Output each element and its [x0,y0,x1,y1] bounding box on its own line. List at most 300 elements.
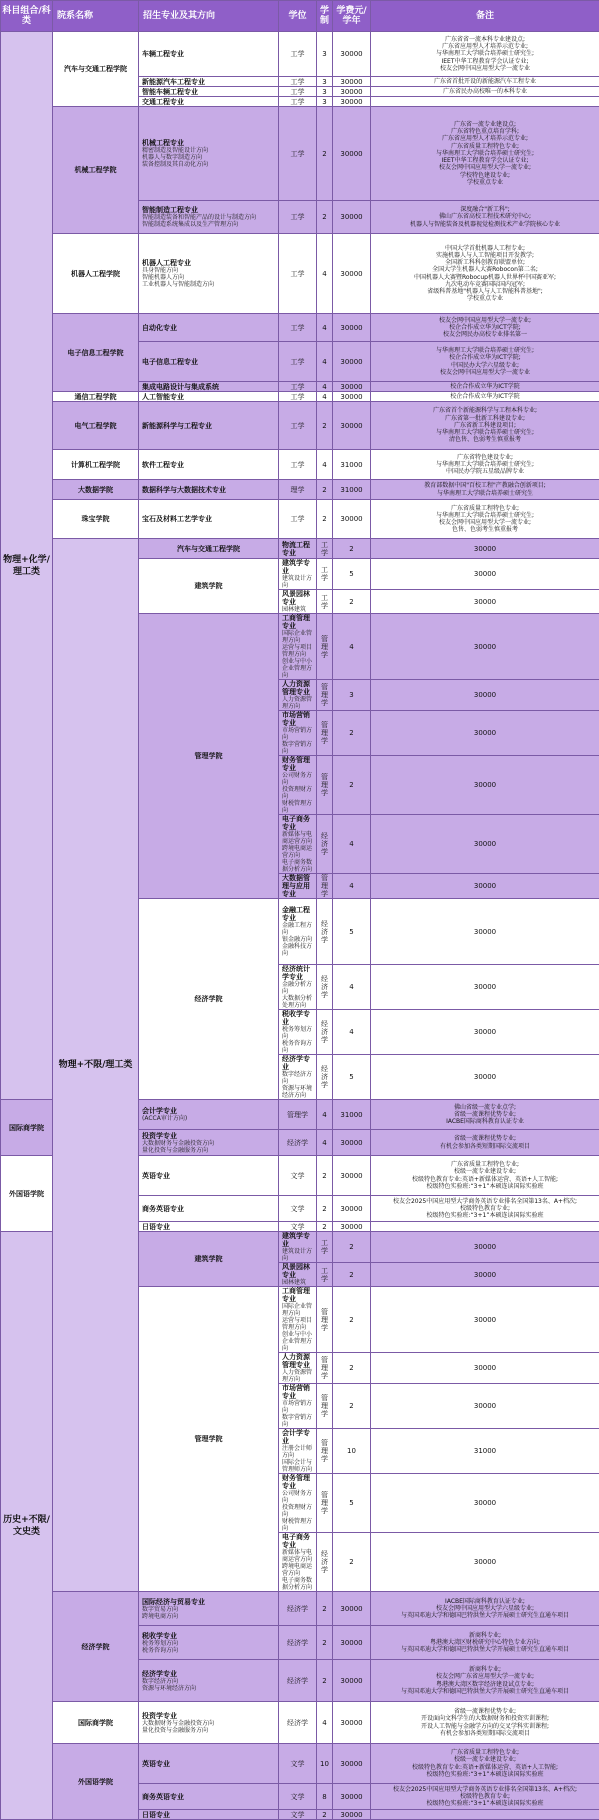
major-cell [279,1010,317,1055]
fee-cell: 30000 [333,1660,371,1702]
major-name: 交通工程专业 [142,98,277,106]
major-cell [279,1384,317,1429]
fee-cell: 30000 [371,590,599,614]
fee-cell: 30000 [333,1702,371,1744]
major-cell [279,756,317,815]
note-line: 广东省一流专业建设点; [372,121,598,128]
fee-cell: 31000 [333,1100,371,1130]
note-line: 校级特色实验班:“3+1”本硕连读国际实验班 [372,1800,598,1807]
years-cell: 4 [317,1702,333,1744]
note-cell [371,1660,599,1702]
major-cell [279,680,317,711]
degree-cell: 经济学 [279,1626,317,1660]
note-cell [371,402,599,450]
table-row [1,392,599,402]
years-cell: 2 [333,1287,371,1353]
years-cell: 4 [317,314,333,342]
major-direction: 机器人与数字制造方向 [142,154,277,161]
note-cell [371,314,599,342]
years-cell: 5 [333,899,371,965]
fee-cell: 30000 [333,342,371,382]
note-line: 校友会网中国应用型大学一流专业; [372,164,598,171]
college-cell: 机器人工程学院 [53,234,139,314]
degree-cell: 工学 [317,1232,333,1263]
note-cell [371,201,599,234]
major-cell [139,97,279,107]
degree-cell: 经济学 [317,1533,333,1592]
degree-cell: 文学 [279,1196,317,1222]
degree-cell: 经济学 [279,1130,317,1156]
fee-cell: 30000 [333,1222,371,1232]
major-cell [279,965,317,1010]
college-cell: 机械工程学院 [53,107,139,234]
years-cell: 4 [317,382,333,392]
college-cell: 国际商学院 [53,1702,139,1744]
major-direction: 工业机器人与智能制造方向 [142,281,277,288]
major-cell [279,711,317,756]
major-name: 自动化专业 [142,324,277,332]
major-cell [279,1429,317,1474]
major-cell [279,590,317,614]
note-line: 有机会参加各类短期国际交流项目 [372,1143,598,1150]
major-name: 风景园林专业 [282,590,315,606]
major-direction: 国际会计与管理师方向 [282,1459,315,1473]
major-direction: 运营与项目管理方向 [282,1317,315,1331]
major-direction: 数字营销方向 [282,741,315,755]
degree-cell: 工学 [317,539,333,559]
fee-cell: 30000 [371,1533,599,1592]
note-line: 学校特色建设专业; [372,172,598,179]
major-direction: 跨境电商运营方向 [282,1563,315,1577]
major-direction: 电子商务数据分析方向 [282,859,315,873]
major-direction: 数字经济方向 [282,1071,315,1085]
fee-cell: 30000 [371,1287,599,1353]
major-name: 财务管理专业 [282,1474,315,1490]
college-cell: 大数据学院 [53,480,139,500]
major-direction: 银金融方向 [282,936,315,943]
major-direction: 新媒体与电商运营方向 [282,831,315,845]
major-name: 商务英语专业 [142,1793,277,1801]
major-name: 经济统计学专业 [282,965,315,981]
major-direction: 创业与中小企业管理方向 [282,1331,315,1352]
major-direction: 税务筹划方向 [142,1640,277,1647]
major-direction: 税务咨询方向 [282,1040,315,1054]
years-cell: 4 [317,1130,333,1156]
note-line: 校企合作成立华为ICT学院; [372,324,598,331]
degree-cell: 管理学 [317,614,333,680]
major-name: 日语专业 [142,1811,277,1819]
fee-cell: 30000 [371,539,599,559]
note-cell [371,480,599,500]
note-cell [371,234,599,314]
note-cell [371,450,599,480]
note-line: 校级特色教育专业; [372,1793,598,1800]
major-name: 新能源汽车工程专业 [142,78,277,86]
years-cell: 3 [317,87,333,97]
major-name: 电子商务专业 [282,815,315,831]
note-line: 与英国邓迪大学和德国巴特洪堡大学开展硕士研究生直通车项目 [372,1646,598,1653]
note-line: 教育部数据中国"百校工程"产教融合创新项目; [372,482,598,489]
note-line: IACBE国际商科教育认证专业; [372,1598,598,1605]
note-line: 校友会网广东省应用型大学一流专业; [372,1673,598,1680]
major-cell [139,1702,279,1744]
major-cell [279,899,317,965]
years-cell: 5 [333,1474,371,1533]
college-cell: 外国语学院 [1,1156,53,1232]
note-line: 省级一流课程优势专业; [372,1111,598,1118]
major-direction: 数字营销方向 [282,1414,315,1428]
major-direction: 大数据财务与金融投资方向 [142,1720,277,1727]
fee-cell: 30000 [371,559,599,590]
years-cell: 4 [333,614,371,680]
major-direction: 智能制造装备和智能产品的设计与制造方向 [142,214,277,221]
years-cell: 10 [333,1429,371,1474]
major-cell [139,1100,279,1130]
note-line: 校友会网民办高校专业排名第一 [372,331,598,338]
note-line: 校友会网中国应用型大学一流专业 [372,65,598,72]
major-name: 大数据管理与应用专业 [282,874,315,898]
major-name: 人工智能专业 [142,393,277,401]
note-line: 校友会网中国应用型大学一流专业; [372,317,598,324]
table-row [1,234,599,314]
years-cell: 2 [317,1810,333,1820]
degree-cell: 工学 [317,1263,333,1287]
fee-cell: 30000 [333,392,371,402]
note-cell [371,77,599,87]
years-cell: 4 [317,392,333,402]
major-direction: 新媒体与电商运营方向 [282,1549,315,1563]
fee-cell: 30000 [371,680,599,711]
note-line: 新商科专业; [372,1632,598,1639]
major-direction: 资源与环境经济方向 [142,1685,277,1692]
fee-cell: 30000 [333,1592,371,1626]
major-name: 经济学专业 [142,1670,277,1678]
major-cell [139,314,279,342]
major-direction: 人力资源管理方向 [282,1369,315,1383]
years-cell: 2 [317,1156,333,1196]
table-row [1,1592,599,1626]
degree-cell: 管理学 [317,756,333,815]
fee-cell: 30000 [371,899,599,965]
degree-cell: 文学 [279,1222,317,1232]
major-cell [279,614,317,680]
note-line: 广东省民办高校唯一的本科专业 [372,88,598,95]
years-cell: 3 [317,32,333,77]
major-direction: 公司财务方向 [282,772,315,786]
degree-cell: 工学 [279,392,317,402]
years-cell: 2 [333,1232,371,1263]
subject-cell: 物理+不限/理工类 [53,539,139,1592]
major-name: 风景园林专业 [282,1263,315,1279]
major-cell [139,1196,279,1222]
years-cell: 2 [317,1660,333,1702]
degree-cell: 管理学 [317,711,333,756]
fee-cell: 30000 [371,711,599,756]
note-line: 广东省特色重点培育学科; [372,128,598,135]
fee-cell: 30000 [371,1263,599,1287]
note-line: 校级特色实验班:“3+1”本硕连读国际实验班 [372,1212,598,1219]
header-subject: 科目组合/科类 [1,1,53,32]
fee-cell: 30000 [371,1055,599,1100]
major-direction: 税务咨询方向 [142,1647,277,1654]
college-cell: 外国语学院 [53,1744,139,1820]
note-line: 校级特色教育专业; [372,1205,598,1212]
major-direction: 大数据财务与金融投资方向 [142,1140,277,1147]
major-name: 工商管理专业 [282,614,315,630]
major-name: 电子商务专业 [282,1533,315,1549]
major-name: 工商管理专业 [282,1287,315,1303]
years-cell: 2 [333,1353,371,1384]
note-line: 与华南理工大学联合培养硕士研究生 [372,490,598,497]
years-cell: 4 [317,450,333,480]
note-line: 中国大学首批机器人工程专业; [372,245,598,252]
college-cell: 管理学院 [139,1287,279,1592]
major-direction: 国际企业管理方向 [282,1303,315,1317]
note-line: 有机会参加各类短期国际交流项目 [372,1730,598,1737]
years-cell: 2 [333,590,371,614]
note-cell [371,87,599,97]
note-line: 与华南理工大学联合培养硕士研究生; [372,512,598,519]
major-name: 电子信息工程专业 [142,358,277,366]
degree-cell: 管理学 [317,1384,333,1429]
fee-cell: 31000 [333,450,371,480]
major-name: 智能车辆工程专业 [142,88,277,96]
note-line: 中国机器人大赛暨Robocup机器人世界杯中国赛亚军; [372,274,598,281]
fee-cell: 30000 [333,87,371,97]
note-line: 校级一流专业建设专业; [372,1168,598,1175]
note-line: 佛山省级一流专业点学; [372,1104,598,1111]
header-years: 学制 [317,1,333,32]
major-cell [139,87,279,97]
major-direction: 具身智能方向 [142,267,277,274]
major-name: 会计学专业 [142,1107,277,1115]
fee-cell: 30000 [333,1196,371,1222]
degree-cell: 管理学 [317,1429,333,1474]
degree-cell: 工学 [279,97,317,107]
major-cell [139,402,279,450]
major-name: 智能制造工程专业 [142,206,277,214]
college-cell: 经济学院 [53,1592,139,1702]
major-name: 市场营销专业 [282,1384,315,1400]
major-direction: 税务筹划方向 [282,1026,315,1040]
degree-cell: 经济学 [279,1592,317,1626]
degree-cell: 管理学 [317,874,333,899]
major-cell [139,1592,279,1626]
fee-cell: 30000 [371,1353,599,1384]
years-cell: 2 [333,539,371,559]
years-cell: 2 [317,1592,333,1626]
fee-cell: 30000 [333,402,371,450]
degree-cell: 经济学 [317,899,333,965]
major-direction: 精密制造及智能设计方向 [142,147,277,154]
major-name: 机械工程专业 [142,139,277,147]
note-line: 中国民办学院五星级品牌专业 [372,468,598,475]
note-line: 校企合作成立华为ICT学院 [372,383,598,390]
college-cell: 电气工程学院 [53,402,139,450]
degree-cell: 工学 [279,500,317,539]
fee-cell: 30000 [371,1384,599,1429]
years-cell: 2 [317,201,333,234]
major-direction: 财税管理方向 [282,1518,315,1532]
years-cell: 2 [317,1626,333,1660]
major-name: 新能源科学与工程专业 [142,422,277,430]
years-cell: 3 [317,97,333,107]
major-name: 软件工程专业 [142,461,277,469]
major-cell [139,1744,279,1784]
note-cell [371,382,599,392]
note-line: 粤港澳大湾区数字经济建设试点专业; [372,1681,598,1688]
degree-cell: 经济学 [317,1010,333,1055]
degree-cell: 管理学 [317,680,333,711]
degree-cell: 工学 [279,450,317,480]
major-cell [139,32,279,77]
degree-cell: 管理学 [279,1100,317,1130]
college-cell: 电子信息工程学院 [53,314,139,392]
note-cell [371,500,599,539]
years-cell: 2 [317,480,333,500]
note-line: IEET中华工程教育学会认证专业; [372,58,598,65]
header-major: 招生专业及其方向 [139,1,279,32]
note-cell [371,32,599,77]
note-cell [371,1592,599,1626]
note-cell [371,1222,599,1232]
note-line: 与华南理工大学联合培养硕士研究生; [372,429,598,436]
major-name: 商务英语专业 [142,1205,277,1213]
major-direction: 资源与环境经济方向 [282,1085,315,1099]
fee-cell: 30000 [333,382,371,392]
major-direction: 市场营销方向 [282,727,315,741]
major-name: 人力资源管理专业 [282,680,315,696]
note-cell [371,1156,599,1196]
major-cell [279,874,317,899]
note-cell [371,97,599,107]
table-row [1,500,599,539]
major-cell [139,480,279,500]
note-line: 校友会网中国应用型大学六星级专业; [372,1605,598,1612]
major-cell [139,450,279,480]
major-cell [279,1055,317,1100]
major-direction: 运营与项目管理方向 [282,644,315,658]
years-cell: 4 [333,965,371,1010]
years-cell: 2 [333,711,371,756]
major-cell [279,539,317,559]
years-cell: 4 [317,234,333,314]
major-name: 财务管理专业 [282,756,315,772]
major-cell [139,1156,279,1196]
note-line: 与英国邓迪大学和德国巴特洪堡大学开展硕士研究生直通车项目 [372,1688,598,1695]
major-cell [279,1533,317,1592]
table-row [1,1744,599,1784]
major-direction: 人力资源管理方向 [282,696,315,710]
major-name: 市场营销专业 [282,711,315,727]
subject-cell: 历史+不限/文史类 [1,1232,53,1820]
major-name: 人力资源管理专业 [282,1353,315,1369]
degree-cell: 管理学 [317,1287,333,1353]
major-direction: 园林建筑 [282,1279,315,1286]
major-name: 数据科学与大数据技术专业 [142,486,277,494]
major-direction: 注册会计师方向 [282,1445,315,1459]
header-degree: 学位 [279,1,317,32]
fee-cell: 30000 [333,107,371,201]
note-line: 广东省质量工程特色专业; [372,505,598,512]
major-cell [279,1287,317,1353]
major-cell [279,1353,317,1384]
note-line: 校级特色实验班:“3+1”本硕连读国际实验班 [372,1183,598,1190]
major-direction: 投资理财方向 [282,786,315,800]
major-direction: 大数据分析处理方向 [282,995,315,1009]
note-line: 与华南理工大学联合培养硕士研究生; [372,150,598,157]
note-line: 九次电动车竞赛国际国内冠军; [372,281,598,288]
years-cell: 2 [317,1222,333,1232]
major-direction: 建筑设计方向 [282,1248,315,1262]
note-line: IACBE国际商科教育认证专业 [372,1118,598,1125]
degree-cell: 工学 [279,314,317,342]
college-cell: 建筑学院 [139,559,279,614]
major-direction: 创业与中小企业管理方向 [282,658,315,679]
table-header-row [1,1,599,32]
table-row [1,32,599,77]
table-row [1,314,599,342]
major-direction: (ACCA审计方向) [142,1115,277,1122]
years-cell: 4 [333,815,371,874]
major-cell [279,815,317,874]
major-name: 投资学专业 [142,1712,277,1720]
note-line: 校级特色实验班:“3+1”本硕连读国际实验班 [372,1771,598,1778]
major-direction: 园林建筑 [282,606,315,613]
major-direction: 跨境电商方向 [142,1613,277,1620]
note-line: 新商科专业; [372,1666,598,1673]
note-line: 实施机器人与人工智能项目开发教学; [372,252,598,259]
note-line: 与华南理工大学联合培养硕士研究生; [372,50,598,57]
note-line: 广东省首批开设的新能源汽车工程专业 [372,78,598,85]
note-cell [371,1702,599,1744]
table-row [1,107,599,201]
years-cell: 3 [317,77,333,87]
note-line: 校级特色教育专业:英语+新媒体运营、英语+人工智能; [372,1176,598,1183]
major-direction: 金融科技方向 [282,943,315,957]
fee-cell: 30000 [333,32,371,77]
major-name: 车辆工程专业 [142,50,277,58]
major-cell [139,342,279,382]
degree-cell: 文学 [279,1784,317,1810]
degree-cell: 工学 [279,32,317,77]
fee-cell: 31000 [371,1429,599,1474]
note-line: 广东省新工科建设项目; [372,422,598,429]
table-row [1,539,599,559]
major-cell [139,107,279,201]
note-line: 中国民办大学六星级专业; [372,362,598,369]
years-cell: 3 [333,680,371,711]
note-line: 全国大学生机器人大赛Robocon第二名; [372,266,598,273]
major-name: 集成电路设计与集成系统 [142,383,277,391]
major-direction: 投资理财方向 [282,1504,315,1518]
degree-cell: 工学 [279,234,317,314]
years-cell: 2 [333,1263,371,1287]
degree-cell: 经济学 [279,1660,317,1702]
fee-cell: 30000 [371,1232,599,1263]
fee-cell: 30000 [371,874,599,899]
major-name: 宝石及材料工艺学专业 [142,515,277,523]
major-direction: 量化投资与金融服务方向 [142,1147,277,1154]
fee-cell: 30000 [333,1784,371,1810]
note-line: 粤港澳大湾区财税研究中心特色专业方向; [372,1639,598,1646]
note-line: 佛山广东省高校工程技术研究中心; [372,213,598,220]
note-line: 广东省第一批新工科建设专业; [372,415,598,422]
major-cell [139,1810,279,1820]
major-cell [139,77,279,87]
college-cell: 汽车与交通工程学院 [139,539,279,559]
note-line: 广东省应用型人才培养示范专业; [372,135,598,142]
